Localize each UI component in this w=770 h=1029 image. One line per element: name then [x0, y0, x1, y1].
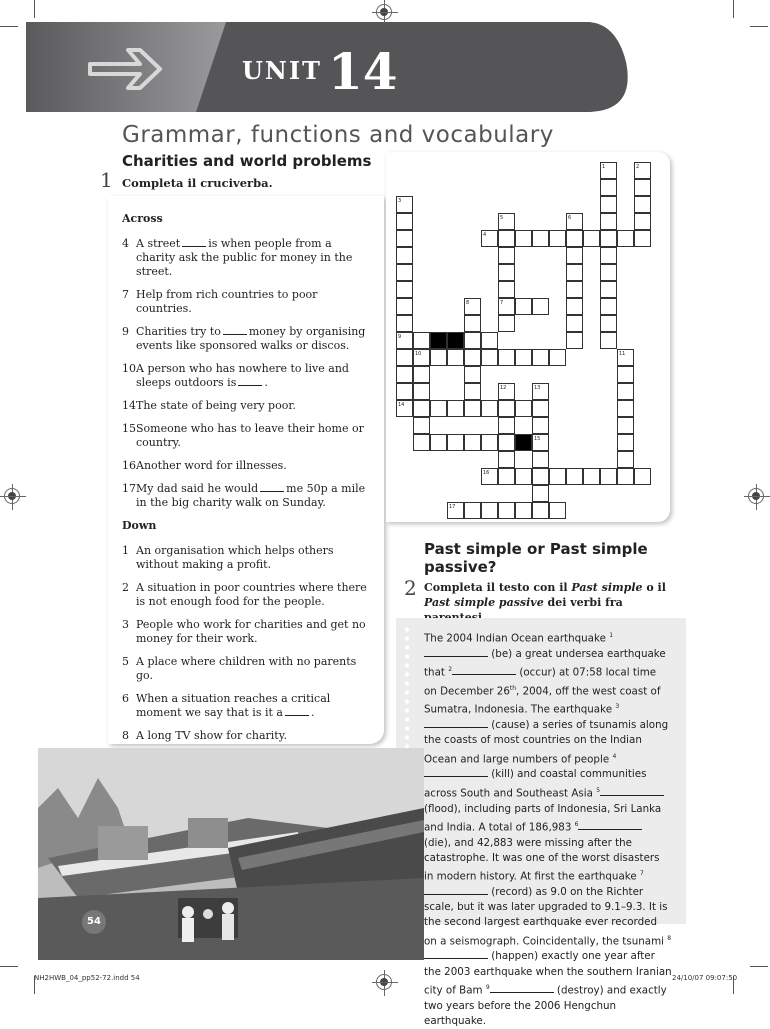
exercise1-number: 1: [100, 168, 113, 192]
clue-segment: My dad said he would: [136, 482, 259, 495]
clue-segment: An organisation which helps others without making a profit.: [136, 544, 334, 571]
across-clue: [122, 399, 374, 413]
gap-5[interactable]: [600, 786, 664, 796]
crossword-panel: [386, 152, 670, 522]
down-clue: [122, 655, 374, 683]
clue-segment: Someone who has to leave their home or country.: [136, 422, 364, 449]
registration-mark-icon: [376, 974, 392, 990]
registration-mark-icon: [4, 488, 20, 504]
clue-number: 7: [122, 288, 129, 301]
clue-number: 17: [122, 482, 136, 495]
down-clue: [122, 692, 374, 720]
clue-text: [136, 237, 374, 279]
down-heading: Down: [122, 519, 157, 532]
section-title: Grammar, functions and vocabulary: [122, 122, 554, 148]
footer-file: NH2HWB_04_pp52-72.indd 54: [34, 974, 140, 982]
passage-text: [424, 628, 672, 1029]
passage-segment: The 2004 Indian Ocean earthquake: [424, 632, 606, 645]
gap-7[interactable]: [424, 885, 488, 895]
cell-number: 15: [534, 436, 541, 442]
gap-number: 4: [612, 752, 617, 760]
cell-number: 3: [398, 198, 402, 204]
clue-segment: The state of being very poor.: [136, 399, 296, 412]
clue-number: 1: [122, 544, 129, 557]
cell-number: 9: [398, 334, 402, 340]
across-heading: Across: [122, 212, 163, 225]
crop-mark: [750, 966, 768, 967]
ordinal-suffix: th: [509, 684, 517, 692]
exercise1-subtitle: Charities and world problems: [122, 152, 372, 170]
clue-text: [136, 618, 374, 646]
passage-segment: , 2004, off the west coast of Sumatra, Indonesia. The earthquake: [424, 685, 661, 716]
cell-number: 2: [636, 164, 640, 170]
clue-text: [136, 581, 374, 609]
gap-number: 1: [609, 632, 614, 639]
gap-2[interactable]: [452, 665, 516, 675]
clue-number: 4: [122, 237, 129, 250]
across-clues: [122, 237, 374, 510]
clue-segment: A street: [136, 237, 181, 250]
gap-number: 3: [615, 703, 620, 711]
across-clue: [122, 459, 374, 473]
exercise2-number: 2: [404, 576, 417, 600]
cell-number: 7: [500, 300, 504, 306]
gap-6[interactable]: [578, 820, 642, 830]
page-number: 54: [82, 910, 106, 934]
clue-text: [136, 325, 374, 353]
passage-segment: (kill) and coastal communities across South and Southeast Asia: [424, 768, 647, 800]
instruction-text: dei verbi fra: [547, 596, 623, 609]
crop-mark: [34, 0, 35, 18]
clue-text: [136, 288, 374, 316]
clue-segment: money by organising events like sponsored walks or discos.: [136, 325, 366, 352]
across-clue: [122, 482, 374, 510]
cell-number: 5: [500, 215, 504, 221]
cell-number: 4: [483, 232, 487, 238]
gap-number: 8: [667, 934, 672, 942]
across-clue: [122, 422, 374, 450]
crop-mark: [733, 0, 734, 18]
crop-mark: [750, 26, 768, 27]
gap-1[interactable]: [424, 647, 488, 657]
clue-number: 3: [122, 618, 129, 631]
clue-text: [136, 422, 374, 450]
passage-segment: (be) a great undersea earthquake that: [424, 647, 666, 679]
clue-segment: .: [264, 376, 268, 389]
clue-number: 15: [122, 422, 136, 435]
passage-segment: (destroy) and exactly two years before the 2006 Hengchun earthquake.: [424, 984, 667, 1028]
registration-mark-icon: [748, 488, 764, 504]
across-clue: [122, 288, 374, 316]
gap-number: 7: [639, 870, 644, 878]
down-clue: [122, 618, 374, 646]
unit-label: UNIT: [242, 56, 322, 85]
cell-number: 17: [449, 504, 456, 510]
exercise1-instruction: Completa il cruciverba.: [122, 176, 273, 190]
gap-number: 9: [485, 984, 490, 992]
clue-segment: A person who has nowhere to live and sleeps outdoors is: [136, 362, 349, 389]
clue-segment: me 50p a mile in the big charity walk on Sunday.: [136, 482, 366, 509]
clue-blank: [182, 237, 206, 247]
clue-segment: People who work for charities and get no money for their work.: [136, 618, 366, 645]
cell-number: 1: [602, 164, 606, 170]
clue-segment: Another word for illnesses.: [136, 459, 287, 472]
across-clue: [122, 237, 374, 279]
clue-segment: A situation in poor countries where there is not enough food for the people.: [136, 581, 367, 608]
cell-number: 11: [619, 351, 626, 357]
cell-number: 13: [534, 385, 541, 391]
cell-number: 6: [568, 215, 572, 221]
clue-text: [136, 399, 374, 413]
instruction-term: Past simple passive: [424, 596, 544, 609]
gap-4[interactable]: [424, 767, 488, 777]
down-clue: [122, 729, 374, 743]
down-clue: [122, 581, 374, 609]
gap-number: 5: [596, 786, 601, 794]
instruction-text: o il: [646, 581, 666, 594]
cell-number: 12: [500, 385, 507, 391]
instruction-term: Past simple: [571, 581, 643, 594]
crop-mark: [0, 26, 18, 27]
gap-3[interactable]: [424, 718, 488, 728]
clue-segment: .: [310, 706, 315, 719]
clue-number: 9: [122, 325, 129, 338]
passage-segment: (record) as 9.0 on the Richter scale, but it was later upgraded to 9.1–9.3. It is the second largest earthquake ever recorded on a seismograph. Coincidentally, the tsunami: [424, 885, 668, 948]
clue-number: 16: [122, 459, 136, 472]
arrow-icon: [88, 44, 168, 94]
clue-number: 6: [122, 692, 129, 705]
clue-segment: is when people from a charity ask the public for money in the street.: [136, 237, 353, 278]
clue-text: [136, 655, 374, 683]
passage-segment: (occur) at 07:58 local time on December 26: [424, 666, 657, 698]
instruction-text: Completa il testo con il: [424, 581, 568, 594]
clue-number: 14: [122, 399, 136, 412]
clue-text: [136, 544, 374, 572]
clue-text: [136, 459, 374, 473]
exercise2-subtitle: Past simple or Past simple passive?: [424, 540, 648, 576]
down-clue: [122, 544, 374, 572]
clue-number: 5: [122, 655, 129, 668]
cell-number: 14: [398, 402, 405, 408]
unit-banner: [26, 22, 746, 112]
across-clue: [122, 362, 374, 390]
passage-segment: (flood), including parts of Indonesia, Sri Lanka and India. A total of 186,983: [424, 802, 662, 834]
registration-mark-icon: [376, 4, 392, 20]
clue-number: 2: [122, 581, 129, 594]
passage-segment: (happen) exactly one year after the 2003 earthquake when the southern Iranian city of Bam: [424, 950, 672, 997]
clue-blank: [223, 325, 247, 335]
clue-blank: [285, 706, 309, 716]
clue-segment: A place where children with no parents go.: [136, 655, 357, 682]
passage-segment: (cause) a series of tsunamis along the coasts of most countries on the Indian Ocean and large numbers of people: [424, 719, 669, 766]
across-clue: [122, 325, 374, 353]
cell-number: 8: [466, 300, 470, 306]
footer-date: 24/10/07 09:07:50: [672, 974, 738, 982]
crop-mark: [0, 966, 18, 967]
clue-segment: Charities try to: [136, 325, 221, 338]
clue-blank: [238, 376, 262, 386]
gap-number: 6: [574, 820, 579, 828]
clue-text: [136, 729, 374, 743]
clue-number: 10: [122, 362, 136, 375]
passage-segment: (die), and 42,883 were missing after the catastrophe. It was one of the worst disasters in modern history. At first the earthquake: [424, 836, 660, 883]
clue-segment: Help from rich countries to poor countries.: [136, 288, 318, 315]
gap-9[interactable]: [490, 983, 554, 993]
cell-number: 10: [415, 351, 422, 357]
cell-number: 16: [483, 470, 490, 476]
clue-text: [136, 362, 374, 390]
unit-number: 14: [328, 42, 398, 101]
clue-number: 8: [122, 729, 129, 742]
gap-8[interactable]: [424, 949, 488, 959]
clue-segment: A long TV show for charity.: [136, 729, 287, 742]
clue-segment: When a situation reaches a critical moment we say that is it a: [136, 692, 331, 719]
clue-text: [136, 482, 374, 510]
clue-text: [136, 692, 374, 720]
clue-blank: [260, 482, 284, 492]
gap-number: 2: [448, 666, 453, 674]
